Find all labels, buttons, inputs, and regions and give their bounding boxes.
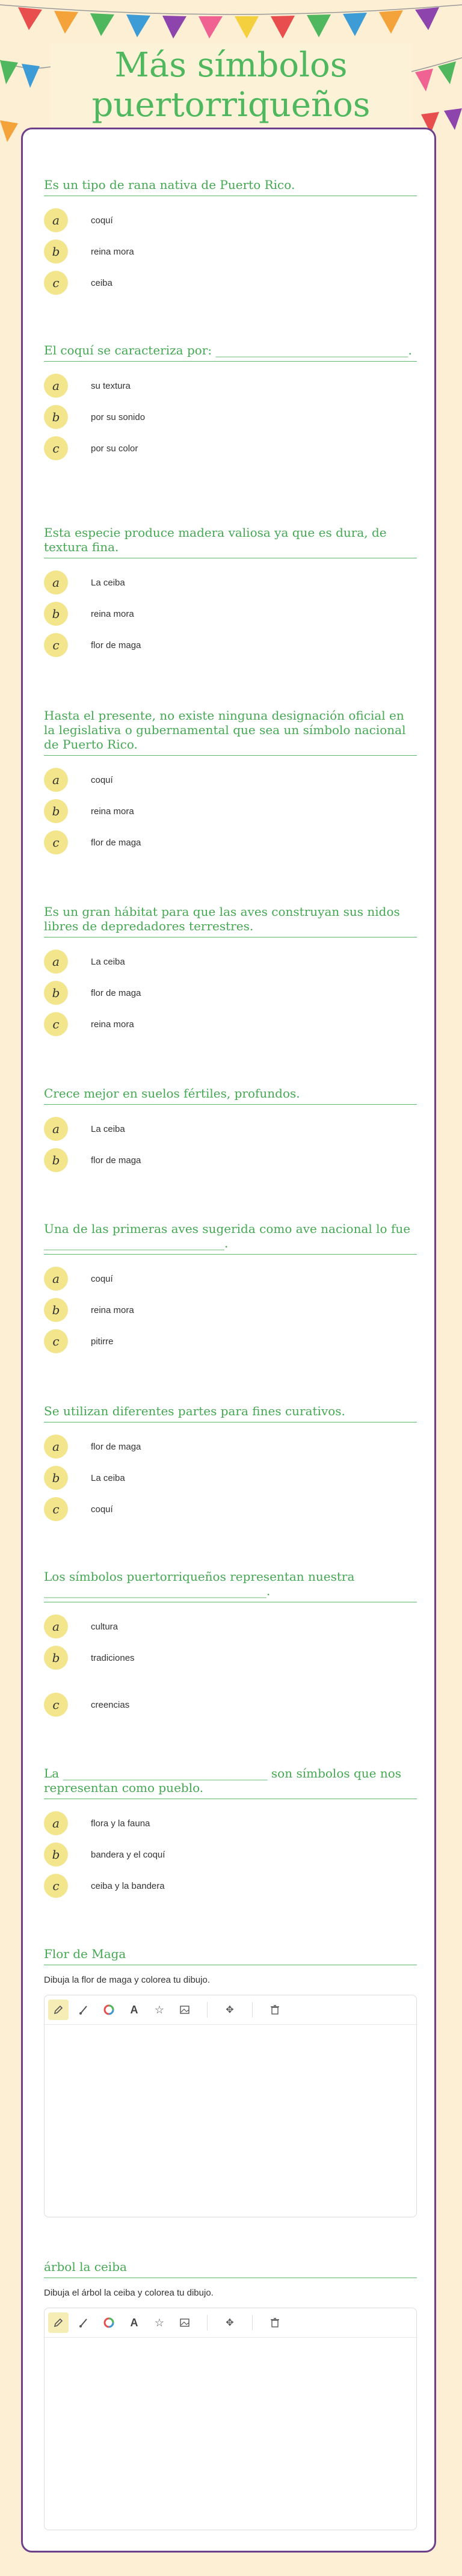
option-label: cultura [91,1621,119,1632]
question-text: Es un gran hábitat para que las aves construyan sus nidos libres de depredadores terrestres. [44,904,417,937]
question-2 [44,343,417,464]
drawing-task-1 [44,1947,417,2217]
color-wheel-icon[interactable] [99,2000,119,2020]
option-label: reina mora [91,1019,134,1030]
option-badge: c [44,1012,68,1036]
option-badge: a [44,950,68,974]
move-icon[interactable]: ✥ [226,2318,234,2328]
option-label: creencias [91,1699,130,1710]
option-label: reina mora [91,608,134,619]
option-badge: b [44,602,68,626]
option-badge: a [44,1435,68,1459]
question-text: El coquí se caracteriza por: ________________________________. [44,343,417,362]
question-text: Crece mejor en suelos fértiles, profundos. [44,1086,417,1105]
drawing-canvas[interactable] [44,2308,417,2530]
bunting-flags [18,7,439,39]
option-label: coquí [91,774,113,785]
brush-icon[interactable] [73,2000,94,2020]
option-a[interactable] [44,567,417,598]
option-b[interactable] [44,1144,417,1176]
question-10 [44,1766,417,1901]
question-text: La __________________________________ son símbolos que nos representan como pueblo. [44,1766,417,1799]
pencil-icon[interactable] [48,2312,69,2333]
option-a[interactable] [44,1431,417,1462]
option-label: tradiciones [91,1652,135,1663]
option-badge: c [44,1874,68,1898]
color-wheel-icon[interactable] [99,2312,119,2333]
drawing-task-2 [44,2259,417,2530]
question-3 [44,525,417,661]
option-c[interactable] [44,1493,417,1525]
option-badge: c [44,271,68,295]
question-text: Una de las primeras aves sugerida como ave nacional lo fue ______________________________. [44,1222,417,1255]
option-label: La ceiba [91,577,125,588]
move-icon[interactable]: ✥ [226,2005,234,2015]
question-9 [44,1569,417,1720]
option-badge: b [44,1466,68,1490]
image-icon[interactable] [174,2312,195,2333]
drawing-toolbar [45,1995,416,2025]
option-c[interactable] [44,433,417,464]
option-label: flor de maga [91,987,141,998]
option-badge: a [44,1117,68,1141]
toolbar-divider [252,2315,253,2330]
option-label: ceiba [91,277,112,288]
option-badge: b [44,981,68,1005]
option-badge: a [44,570,68,595]
worksheet-card [21,128,436,2553]
option-label: su textura [91,380,131,391]
option-b[interactable] [44,1839,417,1870]
option-b[interactable] [44,1642,417,1673]
option-badge: a [44,1811,68,1835]
question-4 [44,708,417,858]
option-badge: a [44,1614,68,1639]
drawing-instruction: Dibuja el árbol la ceiba y colorea tu dibujo. [44,2288,214,2298]
option-badge: a [44,374,68,398]
option-c[interactable] [44,1008,417,1040]
option-a[interactable] [44,205,417,236]
trash-icon[interactable] [265,2312,285,2333]
question-text: Esta especie produce madera valiosa ya que es dura, de textura fina. [44,525,417,558]
drawing-instruction: Dibuja la flor de maga y colorea tu dibujo. [44,1975,210,1985]
drawing-toolbar [45,2308,416,2338]
option-label: La ceiba [91,956,125,967]
option-badge: b [44,1646,68,1670]
option-badge: c [44,830,68,854]
option-c[interactable] [44,1326,417,1357]
option-c[interactable] [44,827,417,858]
option-badge: b [44,239,68,264]
text-icon[interactable]: A [130,2316,138,2329]
option-label: flora y la fauna [91,1818,150,1829]
option-c[interactable] [44,267,417,298]
question-7 [44,1222,417,1357]
option-b[interactable] [44,1294,417,1326]
question-1 [44,178,417,298]
option-b[interactable] [44,236,417,267]
option-label: reina mora [91,806,134,817]
question-text: Los símbolos puertorriqueños representan nuestra _____________________________________. [44,1569,417,1602]
option-badge: a [44,208,68,232]
question-5 [44,904,417,1040]
option-a[interactable] [44,1113,417,1144]
question-8 [44,1404,417,1525]
option-c[interactable] [44,629,417,661]
page-title: Más símbolos puertorriqueños [91,46,371,125]
option-label: bandera y el coquí [91,1849,165,1860]
option-badge: a [44,1267,68,1291]
option-badge: a [44,768,68,792]
option-a[interactable] [44,946,417,977]
question-text: Se utilizan diferentes partes para fines curativos. [44,1404,417,1422]
toolbar-divider [207,2002,208,2018]
option-b[interactable] [44,1462,417,1493]
option-label: por su color [91,443,138,454]
option-badge: b [44,1842,68,1867]
option-badge: b [44,1298,68,1322]
option-label: flor de maga [91,1155,141,1166]
option-badge: c [44,1693,68,1717]
option-label: reina mora [91,246,134,257]
option-label: por su sonido [91,412,146,422]
option-label: coquí [91,1504,113,1515]
option-a[interactable] [44,1263,417,1294]
option-b[interactable] [44,977,417,1008]
question-text: Es un tipo de rana nativa de Puerto Rico. [44,178,417,196]
trash-icon[interactable] [265,2000,285,2020]
option-a[interactable] [44,1611,417,1642]
toolbar-divider [207,2315,208,2330]
star-icon[interactable]: ☆ [154,2003,165,2016]
star-icon[interactable]: ☆ [154,2316,165,2329]
option-badge: c [44,1329,68,1353]
option-label: La ceiba [91,1472,125,1483]
option-badge: b [44,405,68,429]
option-a[interactable] [44,370,417,401]
toolbar-divider [252,2002,253,2018]
question-text: Hasta el presente, no existe ninguna designación oficial en la legislativa o gubernamental que sea un símbolo nacional de Puerto Rico. [44,708,417,756]
option-label: ceiba y la bandera [91,1880,165,1891]
option-badge: b [44,1148,68,1172]
image-icon[interactable] [174,2000,195,2020]
option-label: flor de maga [91,640,141,650]
option-b[interactable] [44,401,417,433]
brush-icon[interactable] [73,2312,94,2333]
option-label: reina mora [91,1305,134,1315]
drawing-title: Flor de Maga [44,1947,417,1965]
drawing-canvas[interactable] [44,1995,417,2217]
question-6 [44,1086,417,1176]
option-badge: b [44,799,68,823]
text-icon[interactable]: A [130,2003,138,2016]
option-badge: c [44,436,68,460]
option-label: pitirre [91,1336,114,1347]
option-badge: c [44,633,68,657]
option-label: coquí [91,215,113,226]
title-banner [51,43,411,128]
option-label: coquí [91,1273,113,1284]
pencil-icon[interactable] [48,2000,69,2020]
option-badge: c [44,1497,68,1521]
option-label: flor de maga [91,1441,141,1452]
option-label: flor de maga [91,837,141,848]
option-a[interactable] [44,1808,417,1839]
option-b[interactable] [44,598,417,629]
option-c[interactable] [44,1689,417,1720]
drawing-title: árbol la ceiba [44,2259,417,2278]
option-c[interactable] [44,1870,417,1901]
option-label: La ceiba [91,1123,125,1134]
option-a[interactable] [44,764,417,795]
option-b[interactable] [44,795,417,827]
